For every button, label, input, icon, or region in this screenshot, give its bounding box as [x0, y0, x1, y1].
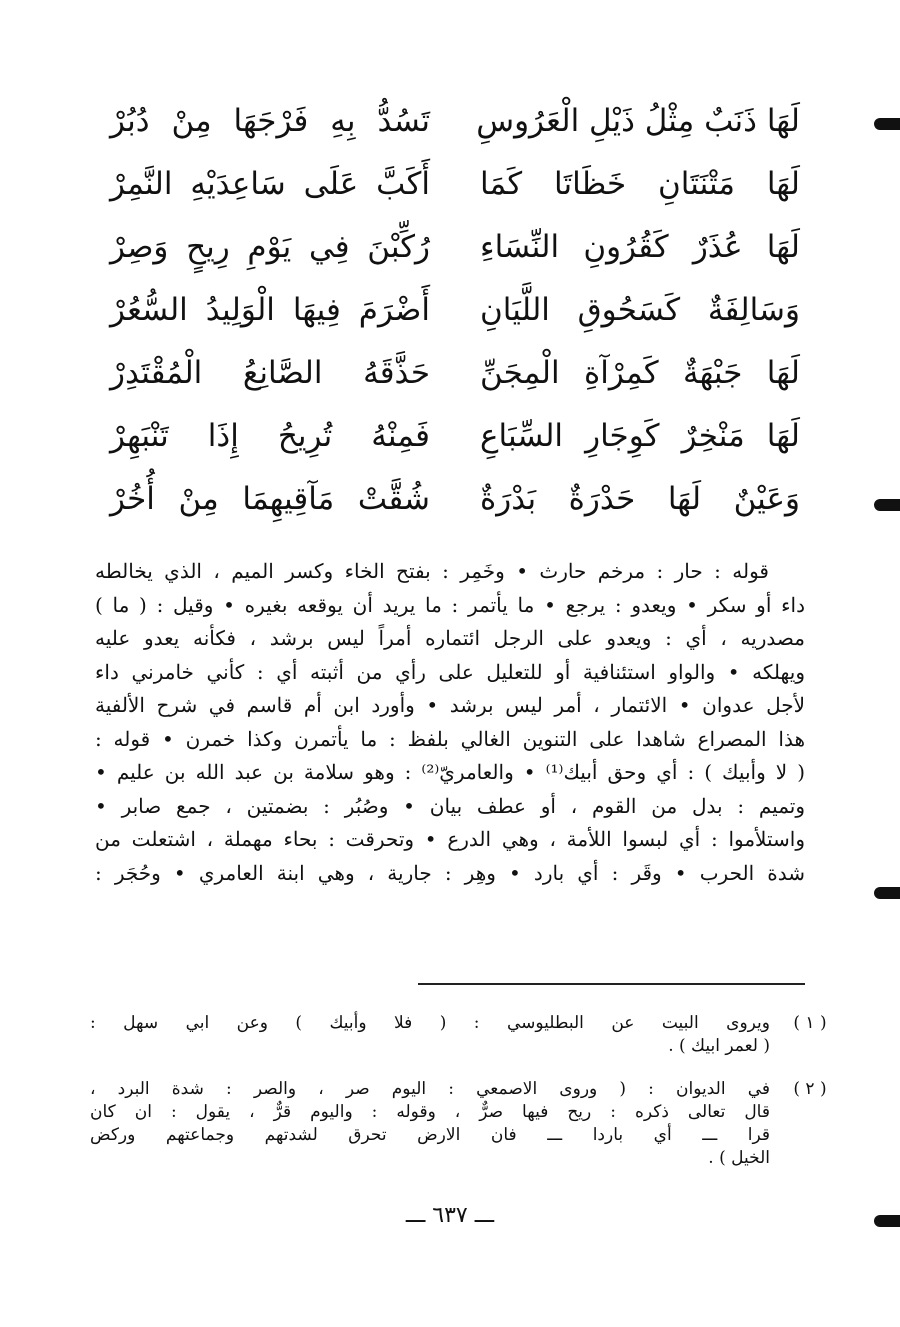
footnote-divider [418, 983, 805, 985]
footnote-number: ( ١ ) [793, 1013, 827, 1033]
verse-second-half: شُقَّتْ مَآقِيهِمَا مِنْ أُخُرْ [110, 481, 430, 517]
margin-mark-top [874, 118, 900, 130]
footnote-line: في الديوان : ( وروى الاصمعي : اليوم صر ، والصر : شدة البرد ، [90, 1079, 770, 1099]
footnote-line: ويروى البيت عن البطليوسي : ( فلا وأبيك ) وعن ابي سهل : [90, 1013, 770, 1033]
verse-second-half: أَكَبَّ عَلَى سَاعِدَيْهِ النَّمِرْ [110, 166, 430, 202]
commentary-line: مصدريه ، أي : ويعدو على الرجل ائتماره أمراً ليس برشد ، فكأنه يعدو عليه [95, 626, 805, 650]
verse-second-half: فَمِنْهُ تُرِيحُ إِذَا تَنْبَهِرْ [110, 418, 430, 454]
verse-first-half: لَهَا مَتْنَتَانِ خَظَاتَا كَمَا [480, 166, 800, 202]
commentary-line: ويهلكه • والواو استئنافية أو للتعليل على رأي من أثبته أي : كأني خامرني داء [95, 659, 805, 684]
verse-first-half: وَعَيْنٌ لَهَا حَدْرَةٌ بَدْرَةٌ [480, 481, 800, 517]
commentary-line: شدة الحرب • وقَر : أي بارد • وهِر : جارية ، وهي ابنة العامري • وحُجَر : [95, 860, 805, 885]
footnote-line: قال تعالى ذكره : ريح فيها صرٌّ ، وقوله : واليوم قرٌّ ، يقول : ان كان [90, 1102, 770, 1122]
margin-mark-middle [874, 499, 900, 511]
verse-second-half: حَذَّقَهُ الصَّانِعُ الْمُقْتَدِرْ [110, 355, 430, 391]
commentary-line: داء أو سكر • ويعدو : يرجع • ما يأتمر : ما يريد أن يوقعه بغيره • وقيل : ( ما ) [95, 592, 805, 617]
footnote-number: ( ٢ ) [793, 1079, 827, 1099]
commentary [95, 555, 805, 890]
verse-first-half: لَهَا مَنْخِرٌ كَوِجَارِ السِّبَاعِ [480, 418, 800, 454]
footnote-2 [90, 1078, 827, 1170]
verse-second-half: رُكِّبْنَ فِي يَوْمِ رِيحٍ وَصِرْ [110, 229, 430, 265]
commentary-line: لأجل عدوان • الائتمار ، أمر ليس برشد • وأورد ابن أم قاسم في شرح الألفية [95, 693, 805, 717]
verse-line [110, 90, 800, 153]
verse-first-half: وَسَالِفَةٌ كَسَحُوقِ اللَّيَانِ [480, 292, 800, 328]
verse-line [110, 342, 800, 405]
verse-second-half: تَسُدُّ بِهِ فَرْجَهَا مِنْ دُبُرْ [110, 103, 430, 139]
verse-line [110, 405, 800, 468]
page-number: ـــ ٦٣٧ ـــ [405, 1203, 495, 1228]
footnote-line: ( لعمر ابيك ) . [668, 1036, 770, 1056]
verse-line [110, 153, 800, 216]
footnote-line: قرا ـــ أي باردا ـــ فان الارض تحرق لشدتهم وجماعتهم وركض [90, 1125, 770, 1145]
verse-line [110, 279, 800, 342]
commentary-line: هذا المصراع شاهدا على التنوين الغالي بلفظ : ما يأتمرن وكذا خمرن • قوله : [95, 726, 805, 751]
commentary-line: وتميم : بدل من القوم ، أو عطف بيان • وصُبُر : بضمتين ، جمع صابر • [95, 793, 805, 818]
footnote-1 [90, 1012, 827, 1058]
verse-first-half: لَهَا جَبْهَةٌ كَمِرْآةِ الْمِجَنِّ [480, 355, 800, 391]
verse-line [110, 216, 800, 279]
verse-first-half: لَهَا ذَنَبٌ مِثْلُ ذَيْلِ الْعَرُوسِ [476, 103, 800, 139]
verse-second-half: أَضْرَمَ فِيهَا الْوَلِيدُ السُّعُرْ [110, 292, 430, 328]
verse-first-half: لَهَا عُذَرٌ كَقُرُونِ النِّسَاءِ [480, 229, 800, 265]
commentary-line: ( لا وأبيك ) : أي وحق أبيك⁽¹⁾ • والعامريّ⁽²⁾ : وهو سلامة بن عبد الله بن عليم • [95, 760, 805, 784]
margin-mark-lower [874, 887, 900, 899]
poem [110, 90, 800, 531]
verse-line [110, 468, 800, 531]
footnote-line: الخيل ) . [708, 1148, 770, 1168]
commentary-line: قوله : حار : مرخم حارث • وخَمِر : بفتح الخاء وكسر الميم ، الذي يخالطه [95, 559, 769, 583]
commentary-line: واستلأموا : أي لبسوا اللأمة ، وهي الدرع • وتحرقت : بحاء مهملة ، اشتعلت من [95, 827, 805, 851]
